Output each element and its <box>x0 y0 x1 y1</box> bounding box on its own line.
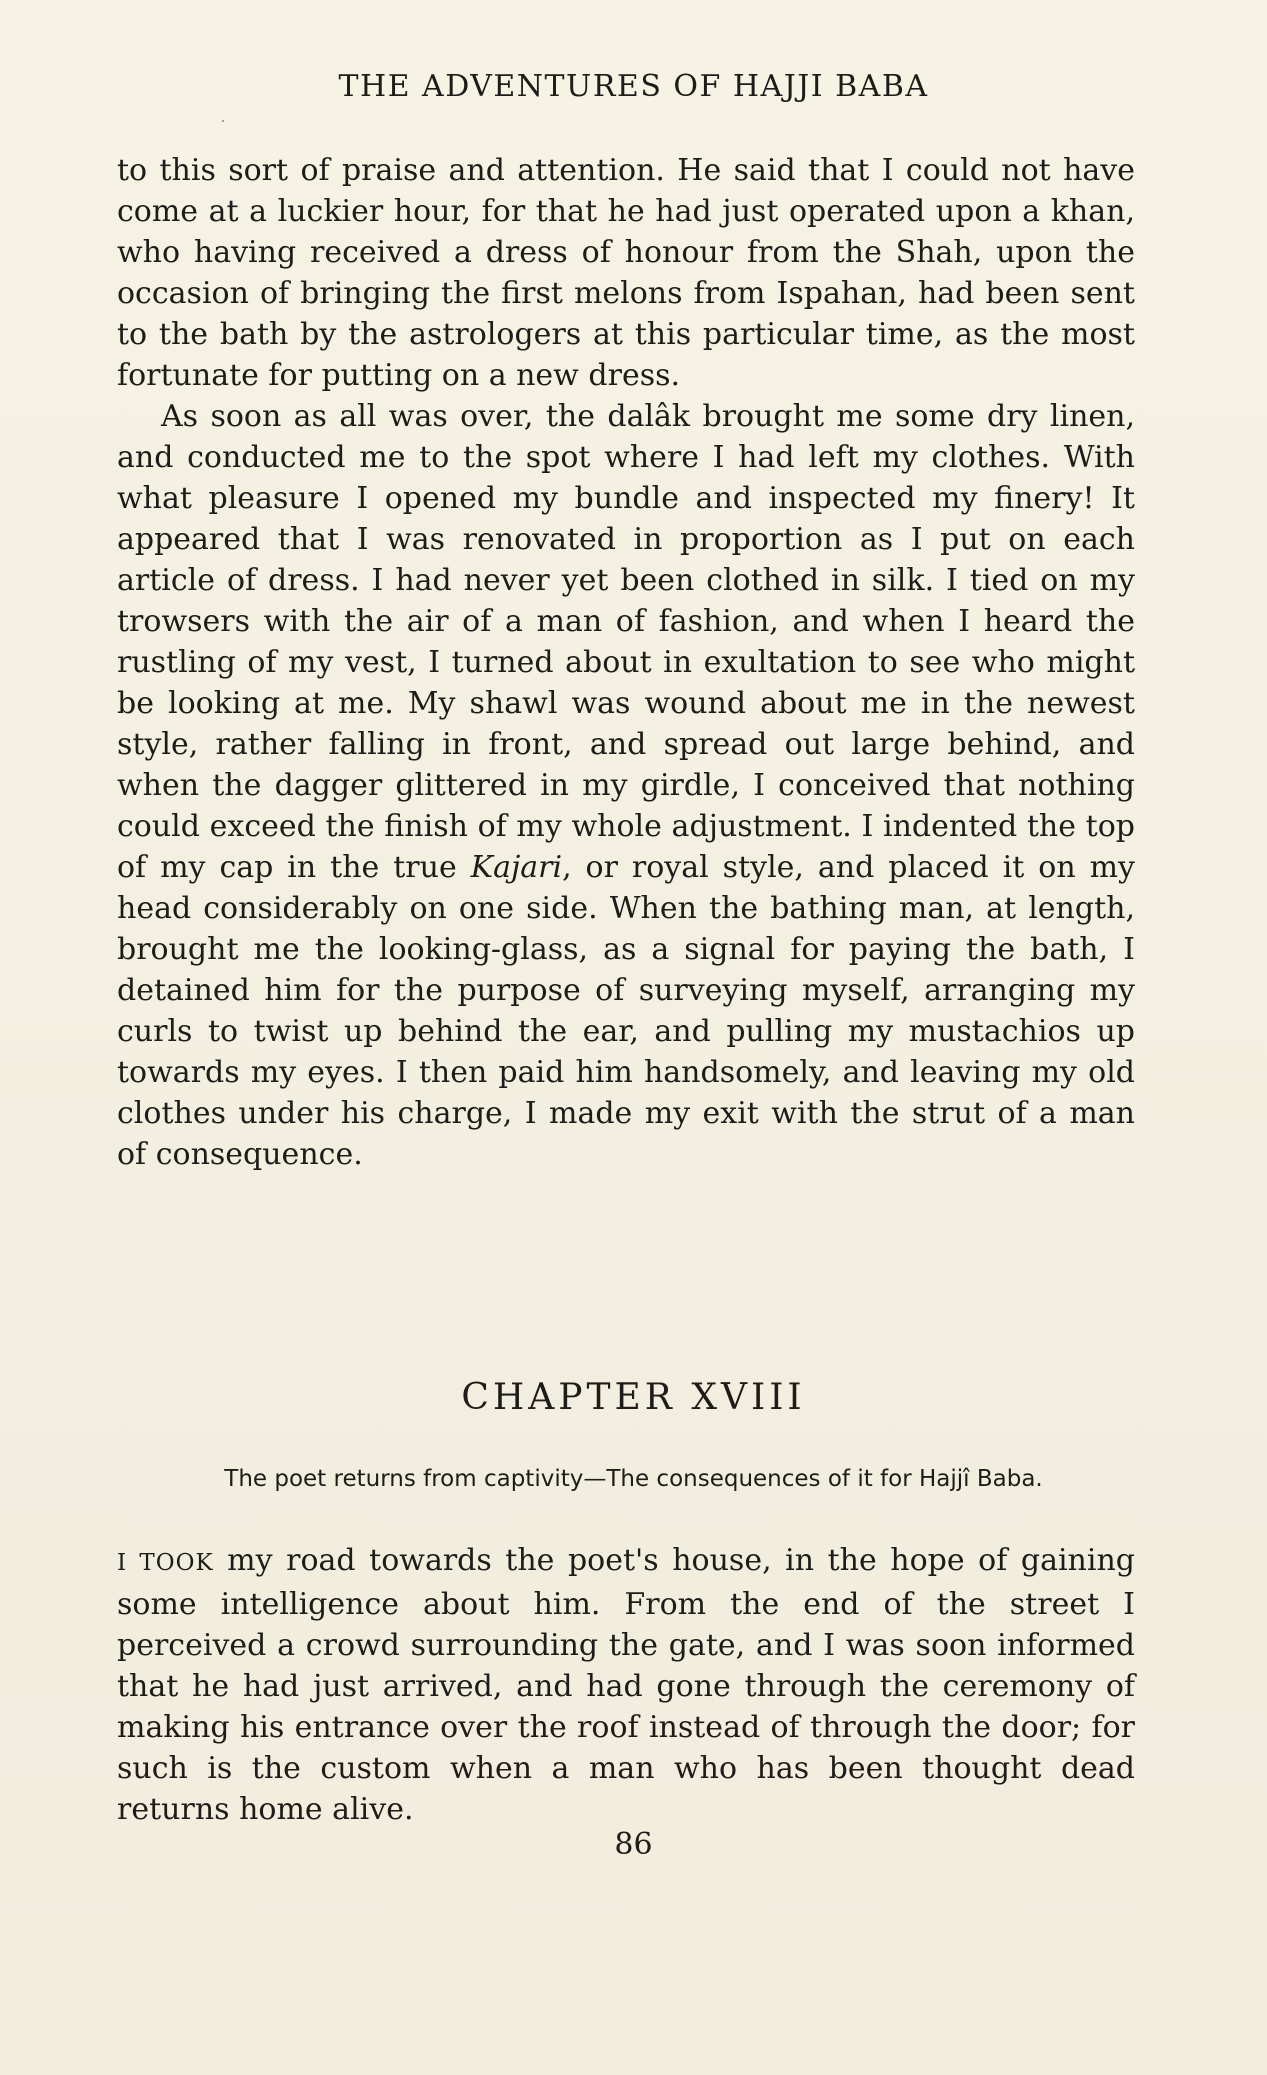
page-number: 86 <box>614 1827 653 1862</box>
paragraph-part-b: , or royal style, and placed it on my head considerably on one side. When the bathing man, at length, brought me the looking-glass, as a signal for paying the bath, I detained him for the purpose of surveying myself, arranging my curls to twist up behind the ear, and pulling my mustachios up towards my eyes. I then paid him handsomely, and leaving my old clothes under his charge, I made my exit with the strut of a man of consequence. <box>117 850 1135 1172</box>
opening-paragraph <box>117 1540 1135 1830</box>
chapter-opening <box>117 1540 1135 1830</box>
running-head: THE ADVENTURES OF HAJJI BABA <box>338 69 929 104</box>
paragraph-continued: to this sort of praise and attention. He said that I could not have come at a luckier hour, for that he had just operated upon a khan, who having received a dress of honour from the Shah, upon the occasion of bringing the first melons from Ispahan, had been sent to the bath by the astrologers at this particular time, as the most fortunate for putting on a new dress. <box>117 153 1135 393</box>
chapter-summary: The poet returns from captivity—The consequences of it for Hajjî Baba. <box>224 1466 1043 1492</box>
paragraph-bath-dressing <box>117 396 1135 1175</box>
opening-text: my road towards the poet's house, in the hope of gaining some intelligence about him. From the end of the street I perceived a crowd surrounding the gate, and I was soon informed that he had just arrived, and had gone through the ceremony of making his entrance over the roof instead of through the door; for such is the custom when a man who has been thought dead returns home alive. <box>117 1543 1135 1827</box>
paragraph-body <box>117 396 1135 1175</box>
opening-smallcaps: I TOOK <box>117 1550 214 1576</box>
paragraph-part-a: As soon as all was over, the dalâk brought me some dry linen, and conducted me to the spot where I had left my clothes. With what pleasure I opened my bundle and inspected my finery! It appeared that I was renovated in proportion as I put on each article of dress. I had never yet been clothed in silk. I tied on my trowsers with the air of a man of fashion, and when I heard the rustling of my vest, I turned about in exultation to see who might be looking at me. My shawl was wound about me in the newest style, rather falling in front, and spread out large behind, and when the dagger glittered in my girdle, I conceived that nothing could exceed the finish of my whole adjustment. I indented the top of my cap in the true <box>117 399 1135 885</box>
chapter-heading: CHAPTER XVIII <box>461 1377 806 1418</box>
continuation-text <box>117 150 1135 1175</box>
paper-fleck <box>222 120 224 122</box>
italic-kajari: Kajari <box>470 850 563 885</box>
